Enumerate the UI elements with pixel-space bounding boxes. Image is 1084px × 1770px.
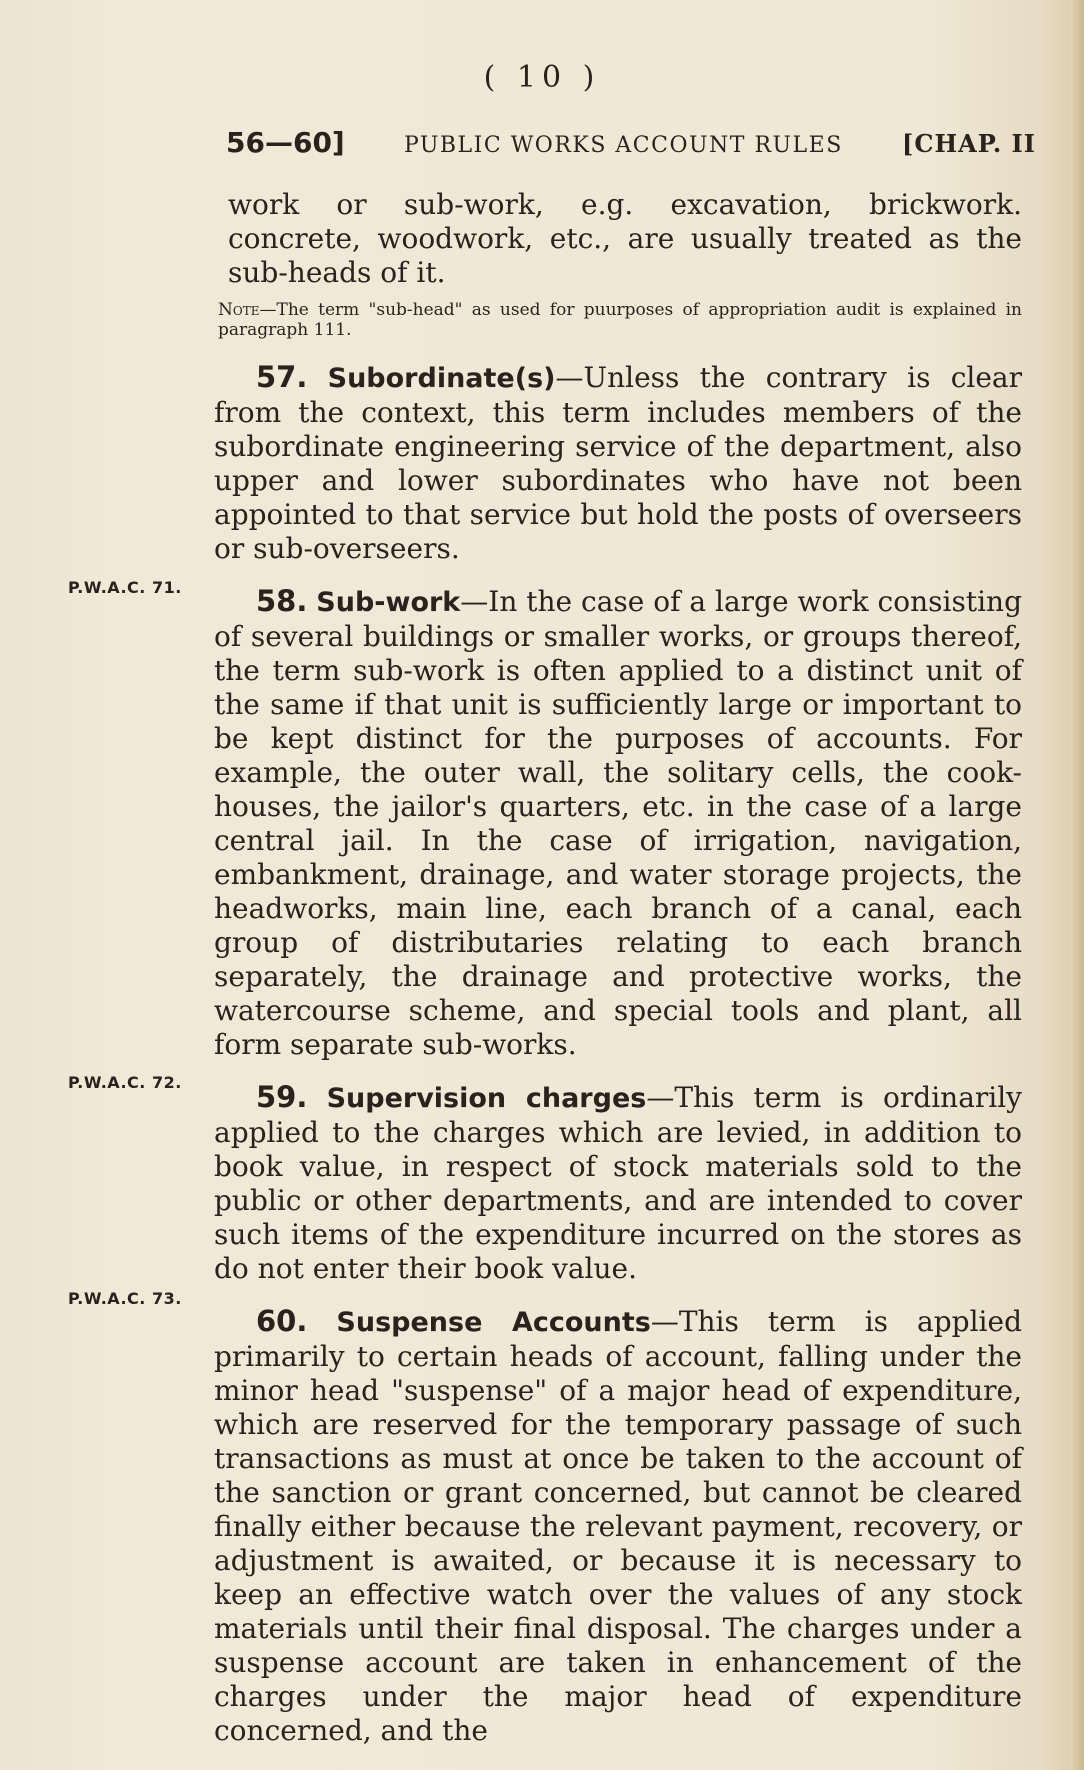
section-number: 59. — [256, 1080, 308, 1114]
section-heading: Suspense Accounts — [336, 1307, 651, 1338]
book-title: PUBLIC WORKS ACCOUNT RULES — [403, 133, 843, 158]
section-heading: Sub-work — [316, 587, 461, 618]
chapter-label: [CHAP. II — [902, 129, 1036, 158]
margin-reference-58: P.W.A.C. 71. — [68, 578, 182, 597]
section-59 — [214, 1080, 1022, 1286]
note-label: Note — [218, 300, 260, 320]
note-text: —The term "sub-head" as used for puurposes of appropriation audit is explained in paragraph 111. — [218, 300, 1022, 340]
margin-reference-60: P.W.A.C. 73. — [68, 1289, 182, 1308]
section-heading: Subordinate(s) — [327, 363, 556, 394]
section-number: 57. — [256, 360, 308, 394]
continuation-paragraph: work or sub-work, e.g. excavation, brickwork. concrete, woodwork, etc., are usually treated as the sub-heads of it. — [228, 188, 1022, 289]
section-body: —This term is ordinarily applied to the charges which are levied, in addition to book value, in respect of stock materials sold to the public or other departments, and are intended to cover such items of the expenditure incurred on the stores as do not enter their book value. — [214, 1081, 1022, 1285]
page-number: ( 10 ) — [483, 60, 601, 95]
running-head — [226, 126, 1036, 166]
footnote — [214, 300, 1022, 340]
section-58 — [214, 584, 1022, 1062]
section-number: 58. — [256, 584, 308, 618]
section-number: 60. — [256, 1304, 308, 1338]
margin-reference-59: P.W.A.C. 72. — [68, 1073, 182, 1092]
section-heading: Supervision charges — [326, 1083, 647, 1114]
section-body: —This term is applied primarily to certain heads of account, falling under the minor head "suspense" of a major head of expenditure, which are reserved for the temporary passage of such transactions as must at once be taken to the account of the sanction or grant concerned, but cannot be cleared finally either because the relevant payment, recovery, or adjustment is awaited, or because it is necessary to keep an effective watch over the values of any stock materials until their final disposal. The charges under a suspense account are taken in enhancement of the charges under the major head of expenditure concerned, and the — [214, 1305, 1023, 1747]
section-body: —Unless the contrary is clear from the context, this term includes members of the subordinate engineering service of the department, also upper and lower subordinates who have not been appointed to that service but hold the posts of overseers or sub-overseers. — [214, 361, 1022, 565]
section-body: —In the case of a large work consisting of several buildings or smaller works, or groups thereof, the term sub-work is often applied to a distinct unit of the same if that unit is sufficiently large or important to be kept distinct for the purposes of accounts. For example, the outer wall, the solitary cells, the cook-houses, the jailor's quarters, etc. in the case of a large central jail. In the case of irrigation, navigation, embankment, drainage, and water storage projects, the headworks, main line, each branch of a canal, each group of distributaries relating to each branch separately, the drainage and protective works, the watercourse scheme, and special tools and plant, all form separate sub-works. — [214, 585, 1022, 1061]
section-57 — [214, 360, 1022, 566]
section-60 — [214, 1304, 1022, 1748]
paragraph-range: 56—60] — [226, 126, 345, 159]
main-text — [214, 188, 1022, 1766]
page-edge — [1070, 0, 1084, 1770]
